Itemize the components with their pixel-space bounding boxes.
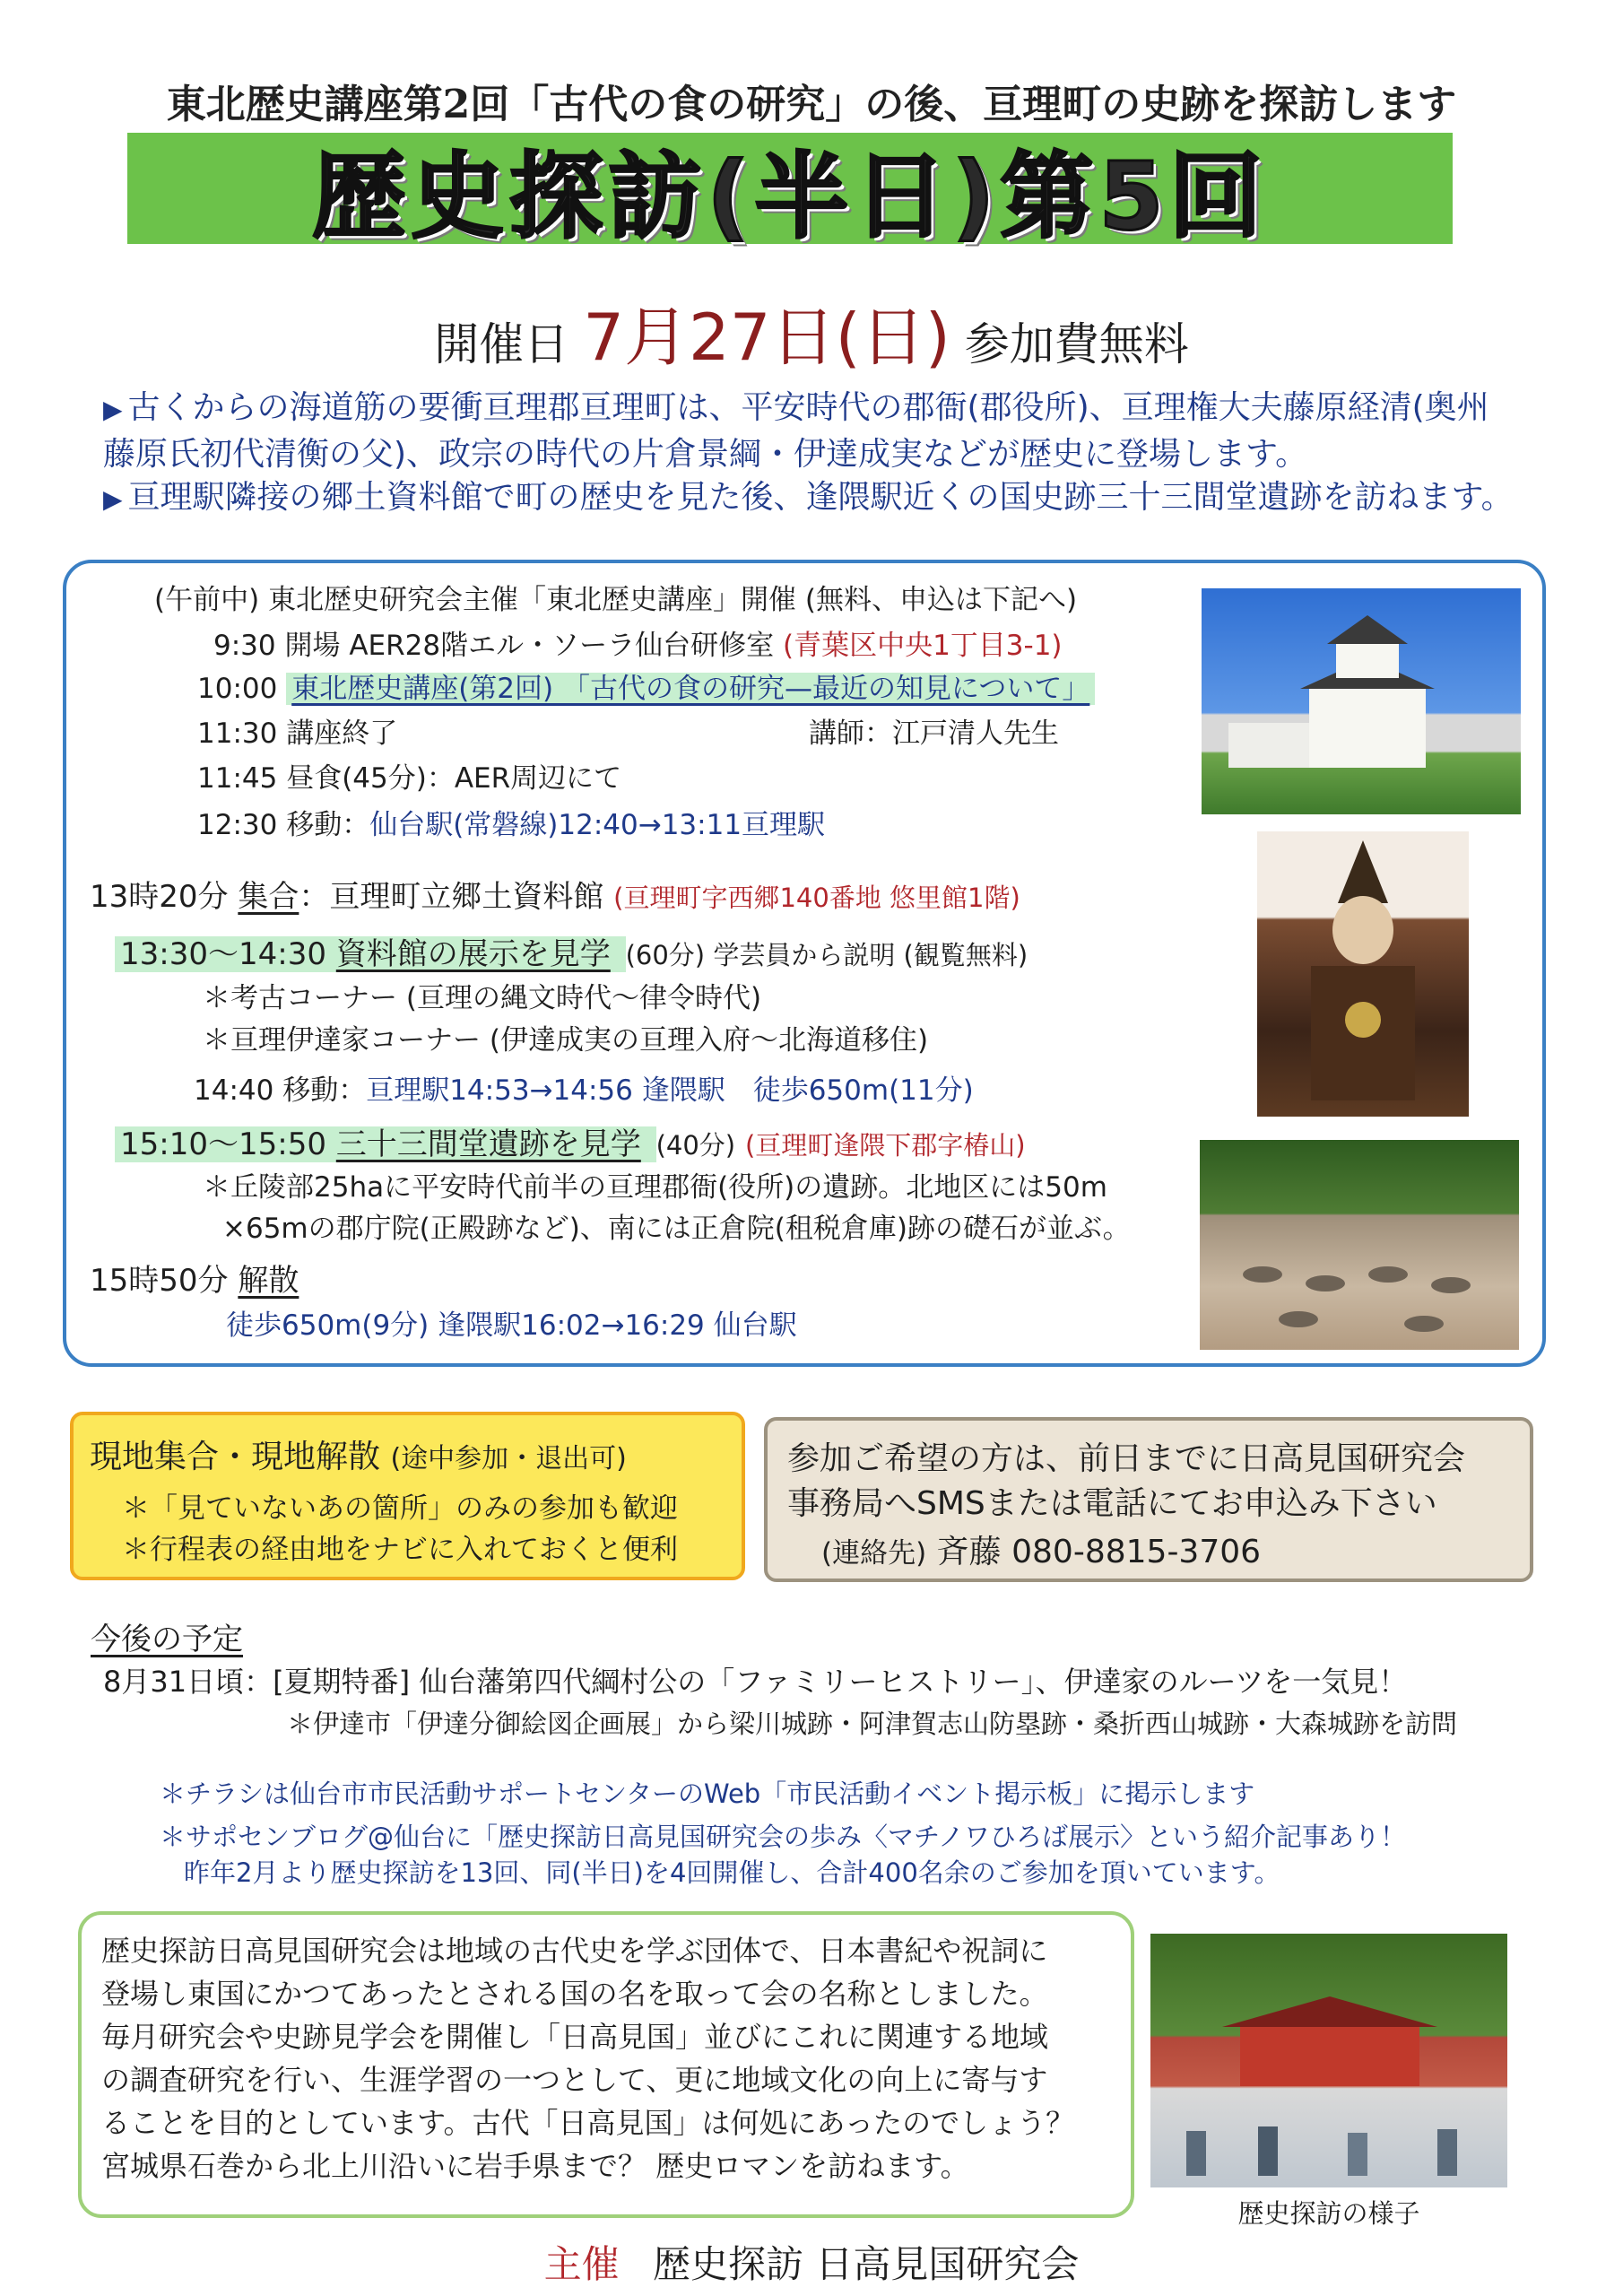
- ruins-site-photo: [1200, 1140, 1519, 1350]
- title-banner: [127, 133, 1453, 251]
- intro-1-line-1: 古くからの海道筋の要衝亘理郡亘理町は、平安時代の郡衙(郡役所)、亘理権大夫藤原経清(奥州: [127, 389, 1489, 426]
- visit2-detail: (40分): [655, 1130, 736, 1161]
- schedule-row-1145: [197, 755, 621, 796]
- time: 11:45: [197, 762, 278, 795]
- time: 15:10〜15:50: [120, 1126, 326, 1162]
- time: 13:30〜14:30: [120, 936, 326, 972]
- visit1-note-2: ＊亘理伊達家コーナー (伊達成実の亘理入府〜北海道移住): [203, 1024, 929, 1057]
- time: 14:40: [194, 1074, 274, 1107]
- visit2-highlight: [115, 1126, 656, 1162]
- date-value: 7月27日(日): [583, 300, 950, 375]
- row-text: 移動：: [282, 1074, 367, 1107]
- meet-label: 集合: [238, 879, 299, 915]
- shrine-visit-photo: [1150, 1934, 1507, 2187]
- schedule-row-1000: [197, 665, 1095, 706]
- organizer-name: 歴史探訪 日高見国研究会: [653, 2242, 1080, 2286]
- yellow-box-title-row: [90, 1431, 627, 1477]
- morning-header: (午前中) 東北歴史研究会主催「東北歴史講座」開催 (無料、申込は下記へ): [154, 584, 1078, 616]
- about-line-4: の調査研究を行い、生涯学習の一つとして、更に地域文化の向上に寄与す: [101, 2063, 1048, 2097]
- photo-caption: 歴史探訪の様子: [1237, 2198, 1420, 2229]
- about-line-6: 宮城県石巻から北上川沿いに岩手県まで？ 歴史ロマンを訪ねます。: [101, 2149, 969, 2183]
- visit1-row: [115, 929, 1028, 973]
- time: 9:30: [213, 630, 276, 662]
- main-title: 歴史探訪(半日)第5回: [312, 142, 1268, 251]
- future-sub: ＊伊達市「伊達分御絵図企画展」から梁川城跡・阿津賀志山防塁跡・桑折西山城跡・大森城跡を訪問: [287, 1709, 1458, 1739]
- about-text: [101, 1929, 1074, 2187]
- schedule-row-1230: [197, 802, 825, 842]
- organizer-label: 主催: [543, 2242, 620, 2286]
- note-blog: ＊サポセンブログ@仙台に「歴史探訪日高見国研究会の歩み〈マチノワひろば展示〉という紹介記事あり！: [160, 1822, 1406, 1852]
- contact-label: (連絡先): [821, 1537, 927, 1570]
- date-line: [0, 285, 1623, 378]
- visit1-highlight: [115, 936, 626, 972]
- date-label: 開催日: [434, 318, 569, 370]
- time: 10:00: [197, 673, 278, 705]
- contact-row: [821, 1526, 1261, 1572]
- schedule-row-1130: [197, 710, 397, 751]
- visit2-title: 三十三間堂遺跡を見学: [335, 1126, 641, 1162]
- organizer-line: [0, 2235, 1623, 2289]
- shrine-illustration: [1150, 1934, 1507, 2187]
- contact-line-2: 事務局へSMSまたは電話にてお申込み下さい: [787, 1485, 1437, 1522]
- about-line-1: 歴史探訪日高見国研究会は地域の古代史を学ぶ団体で、日本書紀や祝詞に: [101, 1934, 1048, 1968]
- visit2-note-2: ×65mの郡庁院(正殿跡など)、南には正倉院(租税倉庫)跡の礎石が並ぶ。: [222, 1213, 1131, 1245]
- visit2-note-1: ＊丘陵部25haに平安時代前半の亘理郡衙(役所)の遺跡。北地区には50m: [203, 1171, 1107, 1204]
- lecture-title: 東北歴史講座(第2回) 「古代の食の研究—最近の知見について」: [286, 673, 1095, 705]
- visit1-title: 資料館の展示を見学: [335, 936, 611, 972]
- visit1-detail: (60分) 学芸員から説明 (観覧無料): [625, 940, 1028, 970]
- meet-address: (亘理町字西郷140番地 悠里館1階): [613, 883, 1020, 913]
- visit2-address: (亘理町逢隈下郡字椿山): [744, 1130, 1026, 1161]
- train-route: 仙台駅(常磐線)12:40→13:11亘理駅: [369, 809, 826, 841]
- meet-row: [90, 872, 1020, 916]
- intro-1-line-2: 藤原氏初代清衡の父)、政宗の時代の片倉景綱・伊達成実などが歴史に登場します。: [103, 436, 1308, 473]
- yellow-box-line-2: ＊行程表の経由地をナビに入れておくと便利: [122, 1534, 678, 1566]
- return-route: 徒歩650m(9分) 逢隈駅16:02→16:29 仙台駅: [226, 1309, 797, 1342]
- row-text: 開場 AER28階エル・ソーラ仙台研修室: [284, 630, 775, 662]
- time: 11:30: [197, 718, 278, 750]
- future-item: 8月31日頃：[夏期特番] 仙台藩第四代綱村公の「ファミリーヒストリー」、伊達家のルーツを一気見！: [103, 1665, 1408, 1699]
- train-route: 亘理駅14:53→14:56 逢隈駅 徒歩650m(11分): [366, 1074, 974, 1107]
- contact-phone: 080-8815-3706: [1011, 1534, 1262, 1570]
- about-line-2: 登場し東国にかつてあったとされる国の名を取って会の名称としました。: [101, 1977, 1048, 2011]
- intro-2-line-1: 亘理駅隣接の郷土資料館で町の歴史を見た後、逢隈駅近くの国史跡三十三間堂遺跡を訪ねます。: [127, 479, 1514, 516]
- visit1-note-1: ＊考古コーナー (亘理の縄文時代〜律令時代): [203, 982, 762, 1014]
- castle-illustration: [1202, 588, 1521, 814]
- about-line-3: 毎月研究会や史跡見学会を開催し「日高見国」並びにこれに関連する地域: [101, 2020, 1049, 2054]
- note-history: 昨年2月より歴史探訪を13回、同(半日)を4回開催し、合計400名余のご参加を頂いています。: [184, 1857, 1280, 1888]
- time: 13時20分: [90, 879, 229, 915]
- triangle-bullet-icon: ▶: [103, 395, 123, 424]
- row-text: 講座終了: [286, 718, 398, 750]
- foundation-stones-illustration: [1200, 1140, 1519, 1350]
- time: 15時50分: [90, 1263, 229, 1299]
- contact-box: [764, 1417, 1533, 1582]
- note-flyer: ＊チラシは仙台市市民活動サポートセンターのWeb「市民活動イベント掲示板」に掲示します: [160, 1779, 1255, 1809]
- lecturer-name: 講師：江戸清人先生: [809, 718, 1059, 750]
- venue-address: (青葉区中央1丁目3-1): [782, 630, 1063, 662]
- contact-name: 斉藤: [936, 1534, 1002, 1570]
- contact-line-1: 参加ご希望の方は、前日までに日高見国研究会: [787, 1440, 1466, 1477]
- end-row: [90, 1256, 299, 1300]
- samurai-statue-photo: [1257, 831, 1469, 1117]
- event-subtitle: 東北歴史講座第2回「古代の食の研究」の後、亘理町の史跡を探訪します: [166, 82, 1457, 127]
- move-row: [194, 1067, 974, 1108]
- castle-museum-photo: [1202, 588, 1521, 814]
- samurai-illustration: [1257, 831, 1469, 1117]
- intro-paragraph-2: [103, 475, 1538, 522]
- yellow-box-sub: (途中参加・退出可): [390, 1443, 627, 1474]
- about-box: [78, 1911, 1134, 2218]
- meet-place: ：亘理町立郷土資料館: [299, 879, 604, 915]
- about-line-5: ることを目的としています。古代「日高見国」は何処にあったのでしょう？: [101, 2106, 1075, 2140]
- yellow-box-title: 現地集合・現地解散: [90, 1439, 381, 1475]
- triangle-bullet-icon: ▶: [103, 484, 123, 514]
- time: 12:30: [197, 809, 278, 841]
- fee-label: 参加費無料: [964, 318, 1189, 370]
- local-meetup-box: [70, 1412, 745, 1580]
- end-label: 解散: [238, 1263, 299, 1299]
- row-text: 昼食(45分)：AER周辺にて: [286, 762, 622, 795]
- yellow-box-line-1: ＊「見ていないあの箇所」のみの参加も歓迎: [122, 1492, 678, 1525]
- schedule-row-0930: [213, 622, 1063, 663]
- future-heading: 今後の予定: [91, 1622, 243, 1657]
- visit2-row: [115, 1119, 1026, 1163]
- row-text: 移動：: [286, 809, 370, 841]
- intro-paragraph-1: [103, 386, 1538, 477]
